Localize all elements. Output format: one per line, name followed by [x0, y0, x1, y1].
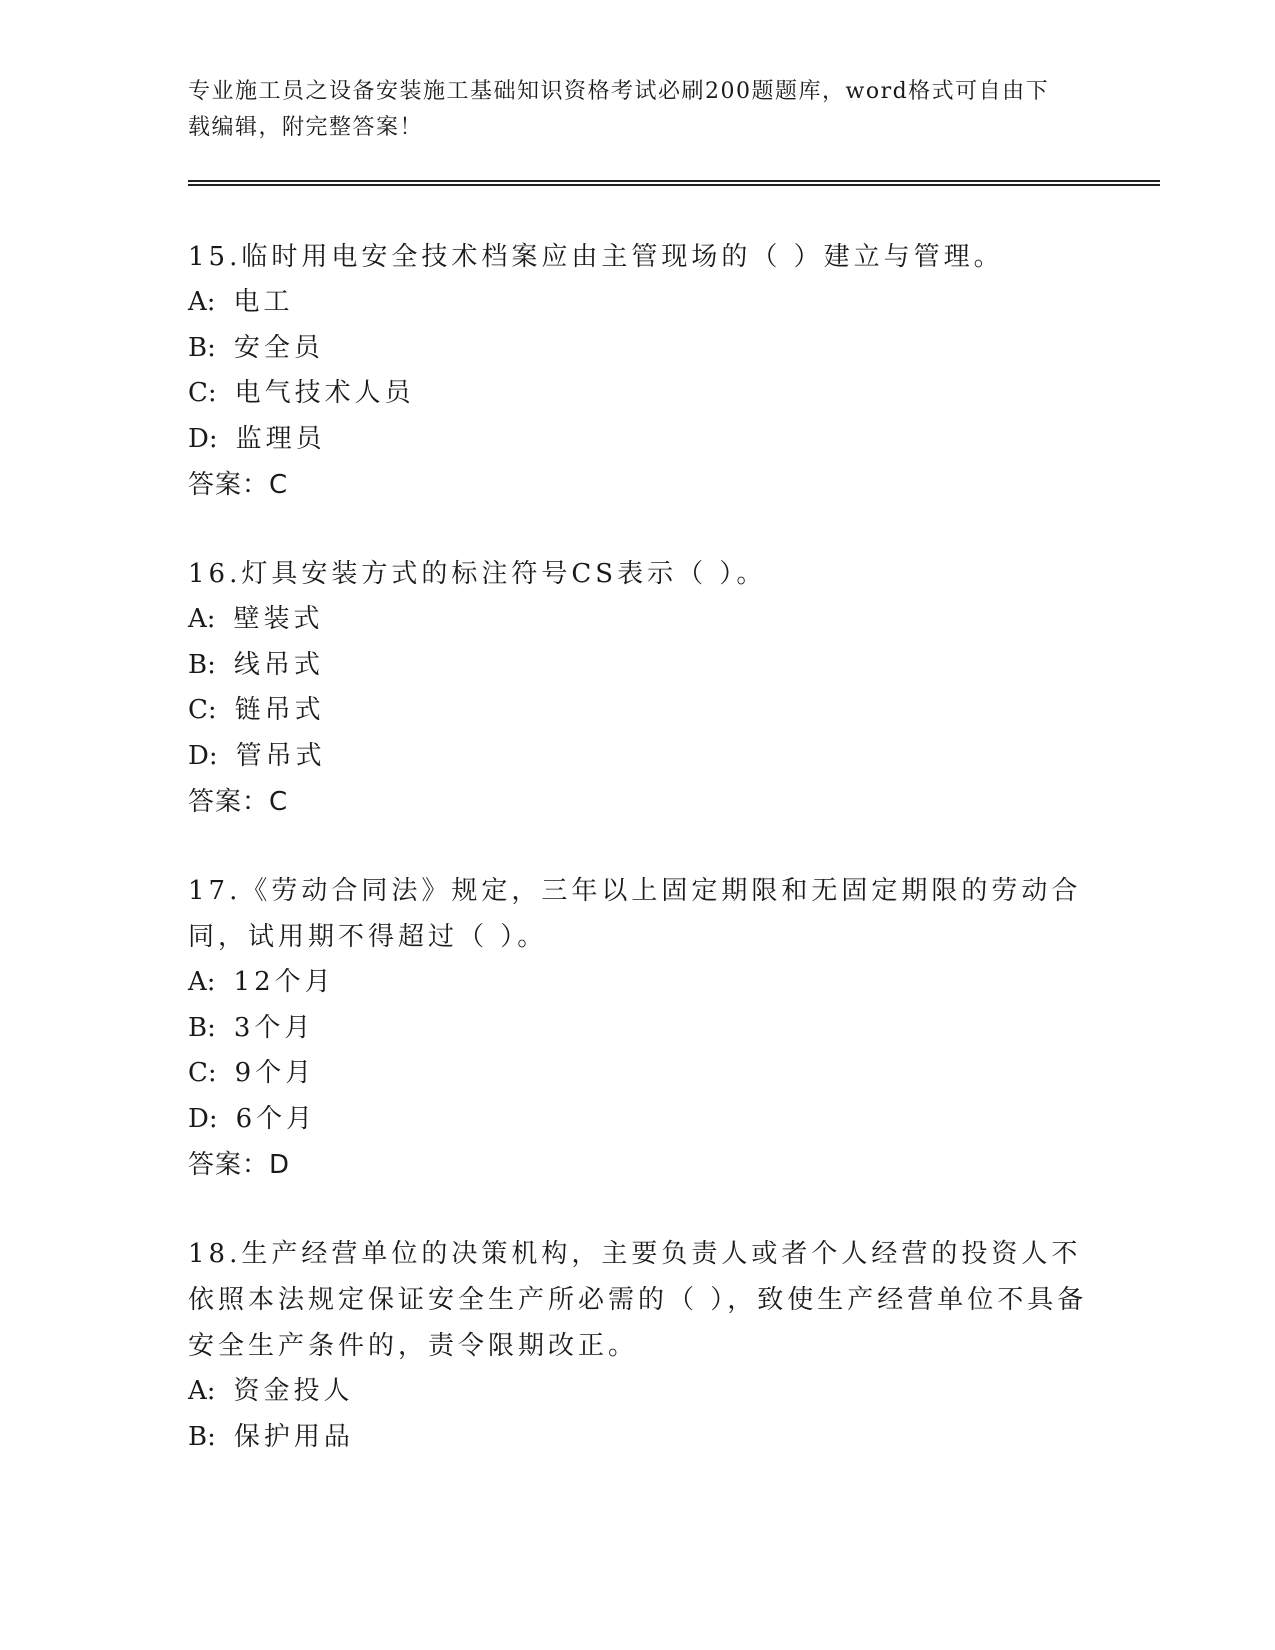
option-key: A:: [188, 1376, 216, 1406]
option-key: A:: [188, 967, 216, 997]
option-a: [188, 1369, 1088, 1415]
option-b: [188, 1006, 1088, 1052]
question-number: 18.: [188, 1239, 242, 1269]
option-key: C:: [188, 378, 217, 408]
option-c: [188, 1051, 1088, 1097]
answer-value: C: [269, 787, 289, 817]
option-c: [188, 371, 1088, 417]
question-17: [188, 868, 1088, 1188]
question-text: 临时用电安全技术档案应由主管现场的（ ）建立与管理。: [241, 242, 1004, 272]
option-key: D:: [188, 423, 218, 454]
option-text: 线吊式: [233, 649, 324, 680]
option-key: C:: [188, 1058, 217, 1088]
question-stem: [188, 1231, 1088, 1369]
question-18: [188, 1231, 1088, 1460]
option-text: 12个月: [233, 967, 335, 997]
answer-value: C: [269, 470, 289, 500]
option-text: 保护用品: [233, 1421, 354, 1452]
option-text: 监理员: [235, 423, 326, 454]
question-text: 生产经营单位的决策机构，主要负责人或者个人经营的投资人不依照本法规定保证安全生产所必需的（ ），致使生产经营单位不具备安全生产条件的，责令限期改正。: [188, 1239, 1088, 1361]
question-list: [188, 234, 1088, 1503]
question-stem: [188, 551, 1088, 597]
option-key: A:: [188, 604, 216, 634]
option-text: 电工: [233, 287, 294, 317]
option-text: 6个月: [235, 1103, 317, 1134]
question-number: 17.: [188, 876, 242, 906]
option-key: D:: [188, 1103, 218, 1134]
option-key: B:: [188, 649, 216, 680]
option-key: B:: [188, 332, 216, 363]
answer-value: D: [269, 1150, 291, 1180]
answer-line: [188, 1142, 1088, 1188]
question-number: 16.: [188, 559, 242, 589]
option-text: 安全员: [233, 332, 324, 363]
question-stem: [188, 234, 1088, 280]
answer-label: 答案：: [188, 787, 270, 817]
option-text: 资金投人: [233, 1376, 354, 1406]
header-divider-bottom: [188, 184, 1160, 186]
option-c: [188, 688, 1088, 734]
option-key: B:: [188, 1012, 216, 1043]
option-text: 链吊式: [234, 695, 325, 725]
option-text: 电气技术人员: [234, 378, 415, 408]
option-key: B:: [188, 1421, 216, 1452]
answer-label: 答案：: [188, 1150, 270, 1180]
answer-label: 答案：: [188, 470, 270, 500]
question-text: 灯具安装方式的标注符号CS表示（ ）。: [241, 559, 767, 589]
question-stem: [188, 868, 1088, 960]
question-15: [188, 234, 1088, 508]
option-b: [188, 1415, 1088, 1461]
option-key: D:: [188, 740, 218, 771]
option-d: [188, 417, 1088, 463]
answer-line: [188, 462, 1088, 508]
question-number: 15.: [188, 242, 242, 272]
option-d: [188, 734, 1088, 780]
header-divider-top: [188, 180, 1160, 182]
question-text: 《劳动合同法》规定，三年以上固定期限和无固定期限的劳动合同，试用期不得超过（ ）。: [188, 876, 1082, 952]
option-a: [188, 597, 1088, 643]
answer-line: [188, 779, 1088, 825]
option-d: [188, 1097, 1088, 1143]
option-key: A:: [188, 287, 216, 317]
question-16: [188, 551, 1088, 825]
option-text: 9个月: [234, 1058, 316, 1088]
option-text: 壁装式: [233, 604, 324, 634]
option-b: [188, 326, 1088, 372]
option-b: [188, 643, 1088, 689]
option-a: [188, 280, 1088, 326]
option-text: 3个月: [233, 1012, 315, 1043]
option-key: C:: [188, 695, 217, 725]
option-text: 管吊式: [235, 740, 326, 771]
document-header: 专业施工员之设备安装施工基础知识资格考试必刷200题题库，word格式可自由下载编辑，附完整答案！: [188, 79, 1050, 140]
option-a: [188, 960, 1088, 1006]
